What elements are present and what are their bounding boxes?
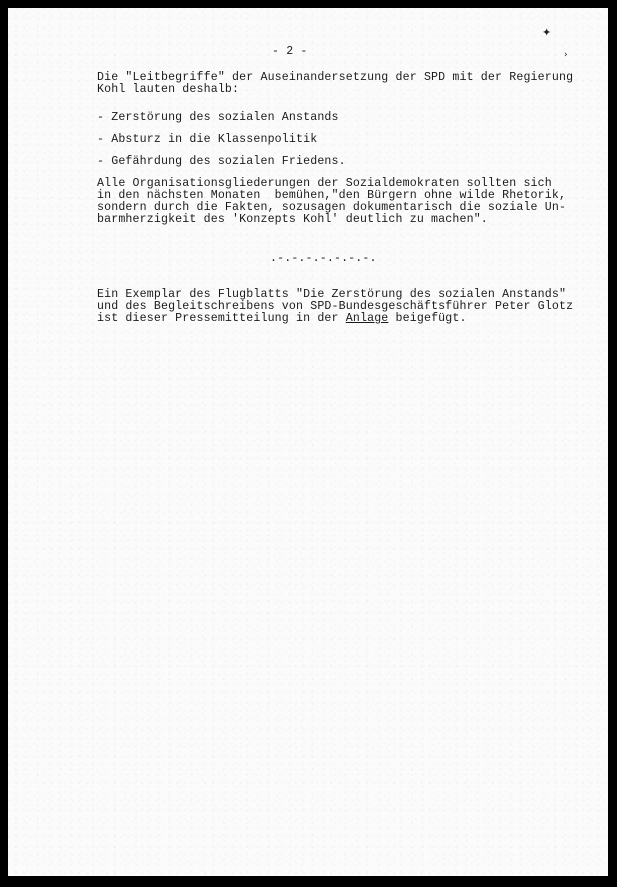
pen-mark: ✦ — [542, 26, 552, 39]
anlage-underlined-word: Anlage — [345, 312, 389, 325]
page-number: - 2 - — [272, 45, 308, 58]
bullet-item-3: - Gefährdung des sozialen Friedens. — [97, 155, 346, 168]
intro-line-2: Kohl lauten deshalb: — [97, 83, 240, 96]
closing-line-3 — [97, 313, 467, 325]
paragraph-line-1: Alle Organisationsgliederungen der Sozialdemokraten sollten sich — [97, 177, 552, 190]
document-page — [8, 8, 608, 876]
bullet-item-2: - Absturz in die Klassenpolitik — [97, 133, 318, 146]
separator-line: .-.-.-.-.-.-.-. — [270, 252, 377, 265]
closing-line-1: Ein Exemplar des Flugblatts "Die Zerstörung des sozialen Anstands" — [97, 288, 567, 301]
closing-line-3-suffix: beigefügt. — [388, 312, 467, 325]
closing-line-3-prefix: ist dieser Pressemitteilung in der — [97, 312, 346, 325]
paragraph-line-2: in den nächsten Monaten bemühen,"den Bürgern ohne wilde Rhetorik, — [97, 189, 567, 202]
bullet-item-1: - Zerstörung des sozialen Anstands — [97, 111, 339, 124]
paragraph-line-3: sondern durch die Fakten, sozusagen dokumentarisch die soziale Un- — [97, 201, 567, 214]
pen-mark-small: › — [564, 50, 568, 60]
closing-line-2: und des Begleitschreibens von SPD-Bundesgeschäftsführer Peter Glotz — [97, 300, 574, 313]
paragraph-line-4: barmherzigkeit des 'Konzepts Kohl' deutlich zu machen". — [97, 213, 488, 226]
intro-line-1: Die "Leitbegriffe" der Auseinandersetzung der SPD mit der Regierung — [97, 71, 574, 84]
